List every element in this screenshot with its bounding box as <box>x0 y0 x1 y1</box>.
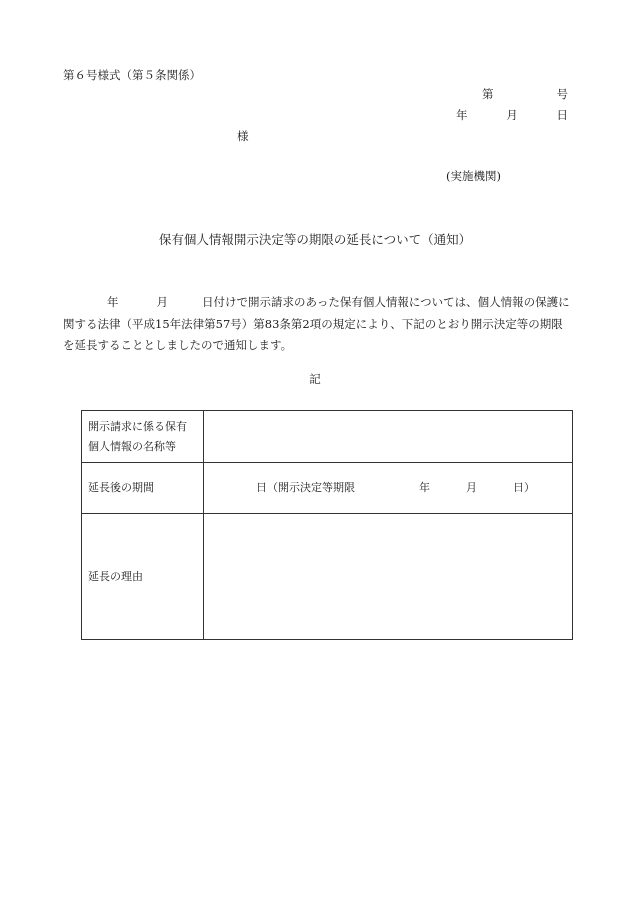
period-year: 年 <box>419 481 430 494</box>
row2-label: 延長後の期間 <box>82 463 204 514</box>
row2-value[interactable] <box>204 463 573 514</box>
doc-no-suffix: 号 <box>556 87 568 101</box>
body-month: 月 <box>156 295 168 309</box>
body-paragraph <box>63 292 571 357</box>
table-row <box>82 463 573 514</box>
document-number <box>482 89 568 101</box>
period-deadline: （開示決定等期限 <box>267 481 355 494</box>
document-date <box>456 110 568 122</box>
period-day: 日 <box>256 481 267 494</box>
body-text: 日付けで開示請求のあった保有個人情報については、個人情報の保護に関する法律（平成15年法律第57号）第83条第2項の規定により、下記のとおり開示決定等の期限を延長することとしましたので通知します。 <box>63 295 570 352</box>
body-year: 年 <box>107 295 119 309</box>
period-day-close: 日） <box>513 481 535 494</box>
doc-no-prefix: 第 <box>482 87 494 101</box>
date-month: 月 <box>506 108 518 122</box>
ki-heading: 記 <box>309 372 321 386</box>
date-day: 日 <box>556 108 568 122</box>
addressee: 様 <box>237 129 249 143</box>
row3-label: 延長の理由 <box>82 514 204 640</box>
row1-value[interactable] <box>204 411 573 463</box>
table-row <box>82 411 573 463</box>
form-number: 第６号様式（第５条関係） <box>63 68 201 82</box>
row3-value[interactable] <box>204 514 573 640</box>
date-year: 年 <box>456 108 468 122</box>
document-title: 保有個人情報開示決定等の期限の延長について（通知） <box>158 232 472 247</box>
extension-period <box>210 478 566 498</box>
period-month: 月 <box>466 481 477 494</box>
table-row <box>82 514 573 640</box>
row1-label: 開示請求に係る保有個人情報の名称等 <box>82 411 204 463</box>
issuer: (実施機関) <box>446 169 501 183</box>
record-table <box>81 410 573 640</box>
